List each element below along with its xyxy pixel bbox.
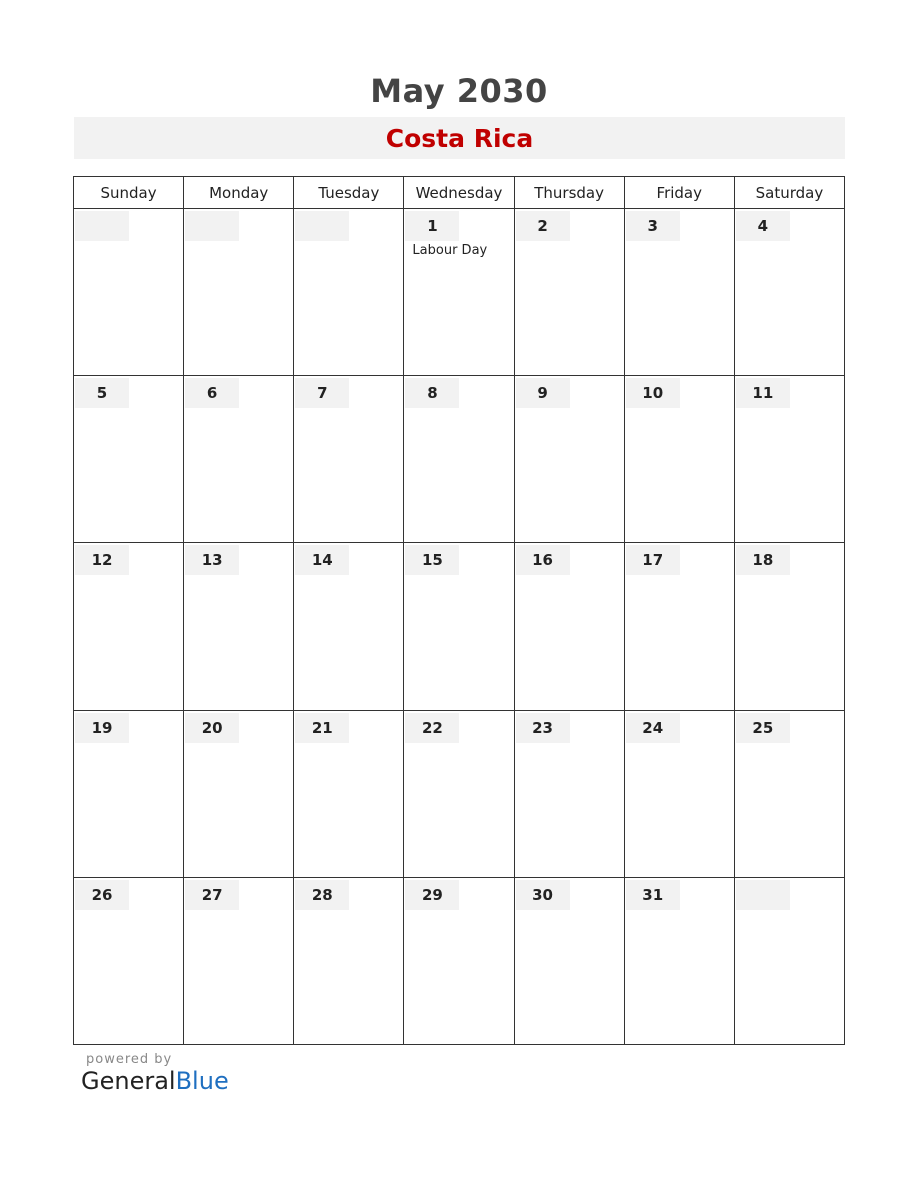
day-cell[interactable] bbox=[624, 209, 734, 376]
day-number bbox=[75, 211, 129, 241]
day-cell[interactable] bbox=[624, 543, 734, 710]
brand-general: General bbox=[81, 1067, 176, 1095]
day-cell[interactable] bbox=[74, 209, 184, 376]
day-cell[interactable] bbox=[734, 877, 844, 1044]
day-cell[interactable] bbox=[624, 877, 734, 1044]
country-name: Costa Rica bbox=[385, 123, 534, 153]
day-number: 16 bbox=[516, 545, 570, 575]
day-cell[interactable] bbox=[404, 877, 514, 1044]
day-number bbox=[185, 211, 239, 241]
generalblue-logo[interactable] bbox=[81, 1067, 229, 1095]
week-row bbox=[74, 376, 845, 543]
page-title: May 2030 bbox=[370, 72, 548, 110]
day-cell[interactable] bbox=[294, 543, 404, 710]
day-cell[interactable] bbox=[184, 543, 294, 710]
day-number: 18 bbox=[736, 545, 790, 575]
day-number: 2 bbox=[516, 211, 570, 241]
weekday-sunday: Sunday bbox=[74, 177, 184, 209]
week-row bbox=[74, 710, 845, 877]
day-cell[interactable] bbox=[74, 877, 184, 1044]
day-number: 6 bbox=[185, 378, 239, 408]
weekday-tuesday: Tuesday bbox=[294, 177, 404, 209]
day-cell[interactable] bbox=[404, 209, 514, 376]
day-number: 13 bbox=[185, 545, 239, 575]
weekday-friday: Friday bbox=[624, 177, 734, 209]
day-number: 22 bbox=[405, 713, 459, 743]
day-number: 9 bbox=[516, 378, 570, 408]
week-row bbox=[74, 877, 845, 1044]
day-cell[interactable] bbox=[734, 543, 844, 710]
day-cell[interactable] bbox=[184, 376, 294, 543]
day-number: 24 bbox=[626, 713, 680, 743]
weekday-header-row bbox=[74, 177, 845, 209]
day-number: 12 bbox=[75, 545, 129, 575]
day-number: 7 bbox=[295, 378, 349, 408]
weekday-wednesday: Wednesday bbox=[404, 177, 514, 209]
day-number: 4 bbox=[736, 211, 790, 241]
day-cell[interactable] bbox=[74, 710, 184, 877]
weekday-thursday: Thursday bbox=[514, 177, 624, 209]
day-cell[interactable] bbox=[74, 543, 184, 710]
day-cell[interactable] bbox=[624, 710, 734, 877]
day-number: 27 bbox=[185, 880, 239, 910]
day-number: 23 bbox=[516, 713, 570, 743]
day-number: 29 bbox=[405, 880, 459, 910]
day-cell[interactable] bbox=[734, 710, 844, 877]
day-number: 21 bbox=[295, 713, 349, 743]
day-cell[interactable] bbox=[514, 376, 624, 543]
holiday-label: Labour Day bbox=[412, 243, 488, 258]
day-cell[interactable] bbox=[74, 376, 184, 543]
day-number: 15 bbox=[405, 545, 459, 575]
day-cell[interactable] bbox=[404, 376, 514, 543]
day-cell[interactable] bbox=[184, 710, 294, 877]
day-cell[interactable] bbox=[404, 543, 514, 710]
day-cell[interactable] bbox=[514, 209, 624, 376]
day-cell[interactable] bbox=[734, 209, 844, 376]
day-number: 3 bbox=[626, 211, 680, 241]
day-number bbox=[736, 880, 790, 910]
day-cell[interactable] bbox=[294, 376, 404, 543]
day-cell[interactable] bbox=[734, 376, 844, 543]
country-banner bbox=[74, 117, 845, 159]
day-cell[interactable] bbox=[294, 209, 404, 376]
day-number: 26 bbox=[75, 880, 129, 910]
day-cell[interactable] bbox=[184, 209, 294, 376]
day-number: 25 bbox=[736, 713, 790, 743]
day-number: 28 bbox=[295, 880, 349, 910]
day-cell[interactable] bbox=[184, 877, 294, 1044]
day-number: 19 bbox=[75, 713, 129, 743]
week-row bbox=[74, 209, 845, 376]
powered-by-label: powered by bbox=[86, 1052, 173, 1067]
month-calendar bbox=[73, 176, 845, 1045]
day-cell[interactable] bbox=[514, 710, 624, 877]
day-cell[interactable] bbox=[294, 877, 404, 1044]
day-number: 1 bbox=[405, 211, 459, 241]
day-cell[interactable] bbox=[514, 877, 624, 1044]
weekday-saturday: Saturday bbox=[734, 177, 844, 209]
day-number: 30 bbox=[516, 880, 570, 910]
weekday-monday: Monday bbox=[184, 177, 294, 209]
day-number: 14 bbox=[295, 545, 349, 575]
day-number: 17 bbox=[626, 545, 680, 575]
day-number: 5 bbox=[75, 378, 129, 408]
day-cell[interactable] bbox=[294, 710, 404, 877]
day-number: 10 bbox=[626, 378, 680, 408]
day-number: 31 bbox=[626, 880, 680, 910]
day-cell[interactable] bbox=[624, 376, 734, 543]
day-number: 11 bbox=[736, 378, 790, 408]
day-number: 20 bbox=[185, 713, 239, 743]
day-number bbox=[295, 211, 349, 241]
day-number: 8 bbox=[405, 378, 459, 408]
day-cell[interactable] bbox=[514, 543, 624, 710]
week-row bbox=[74, 543, 845, 710]
day-cell[interactable] bbox=[404, 710, 514, 877]
brand-blue: Blue bbox=[175, 1067, 229, 1095]
